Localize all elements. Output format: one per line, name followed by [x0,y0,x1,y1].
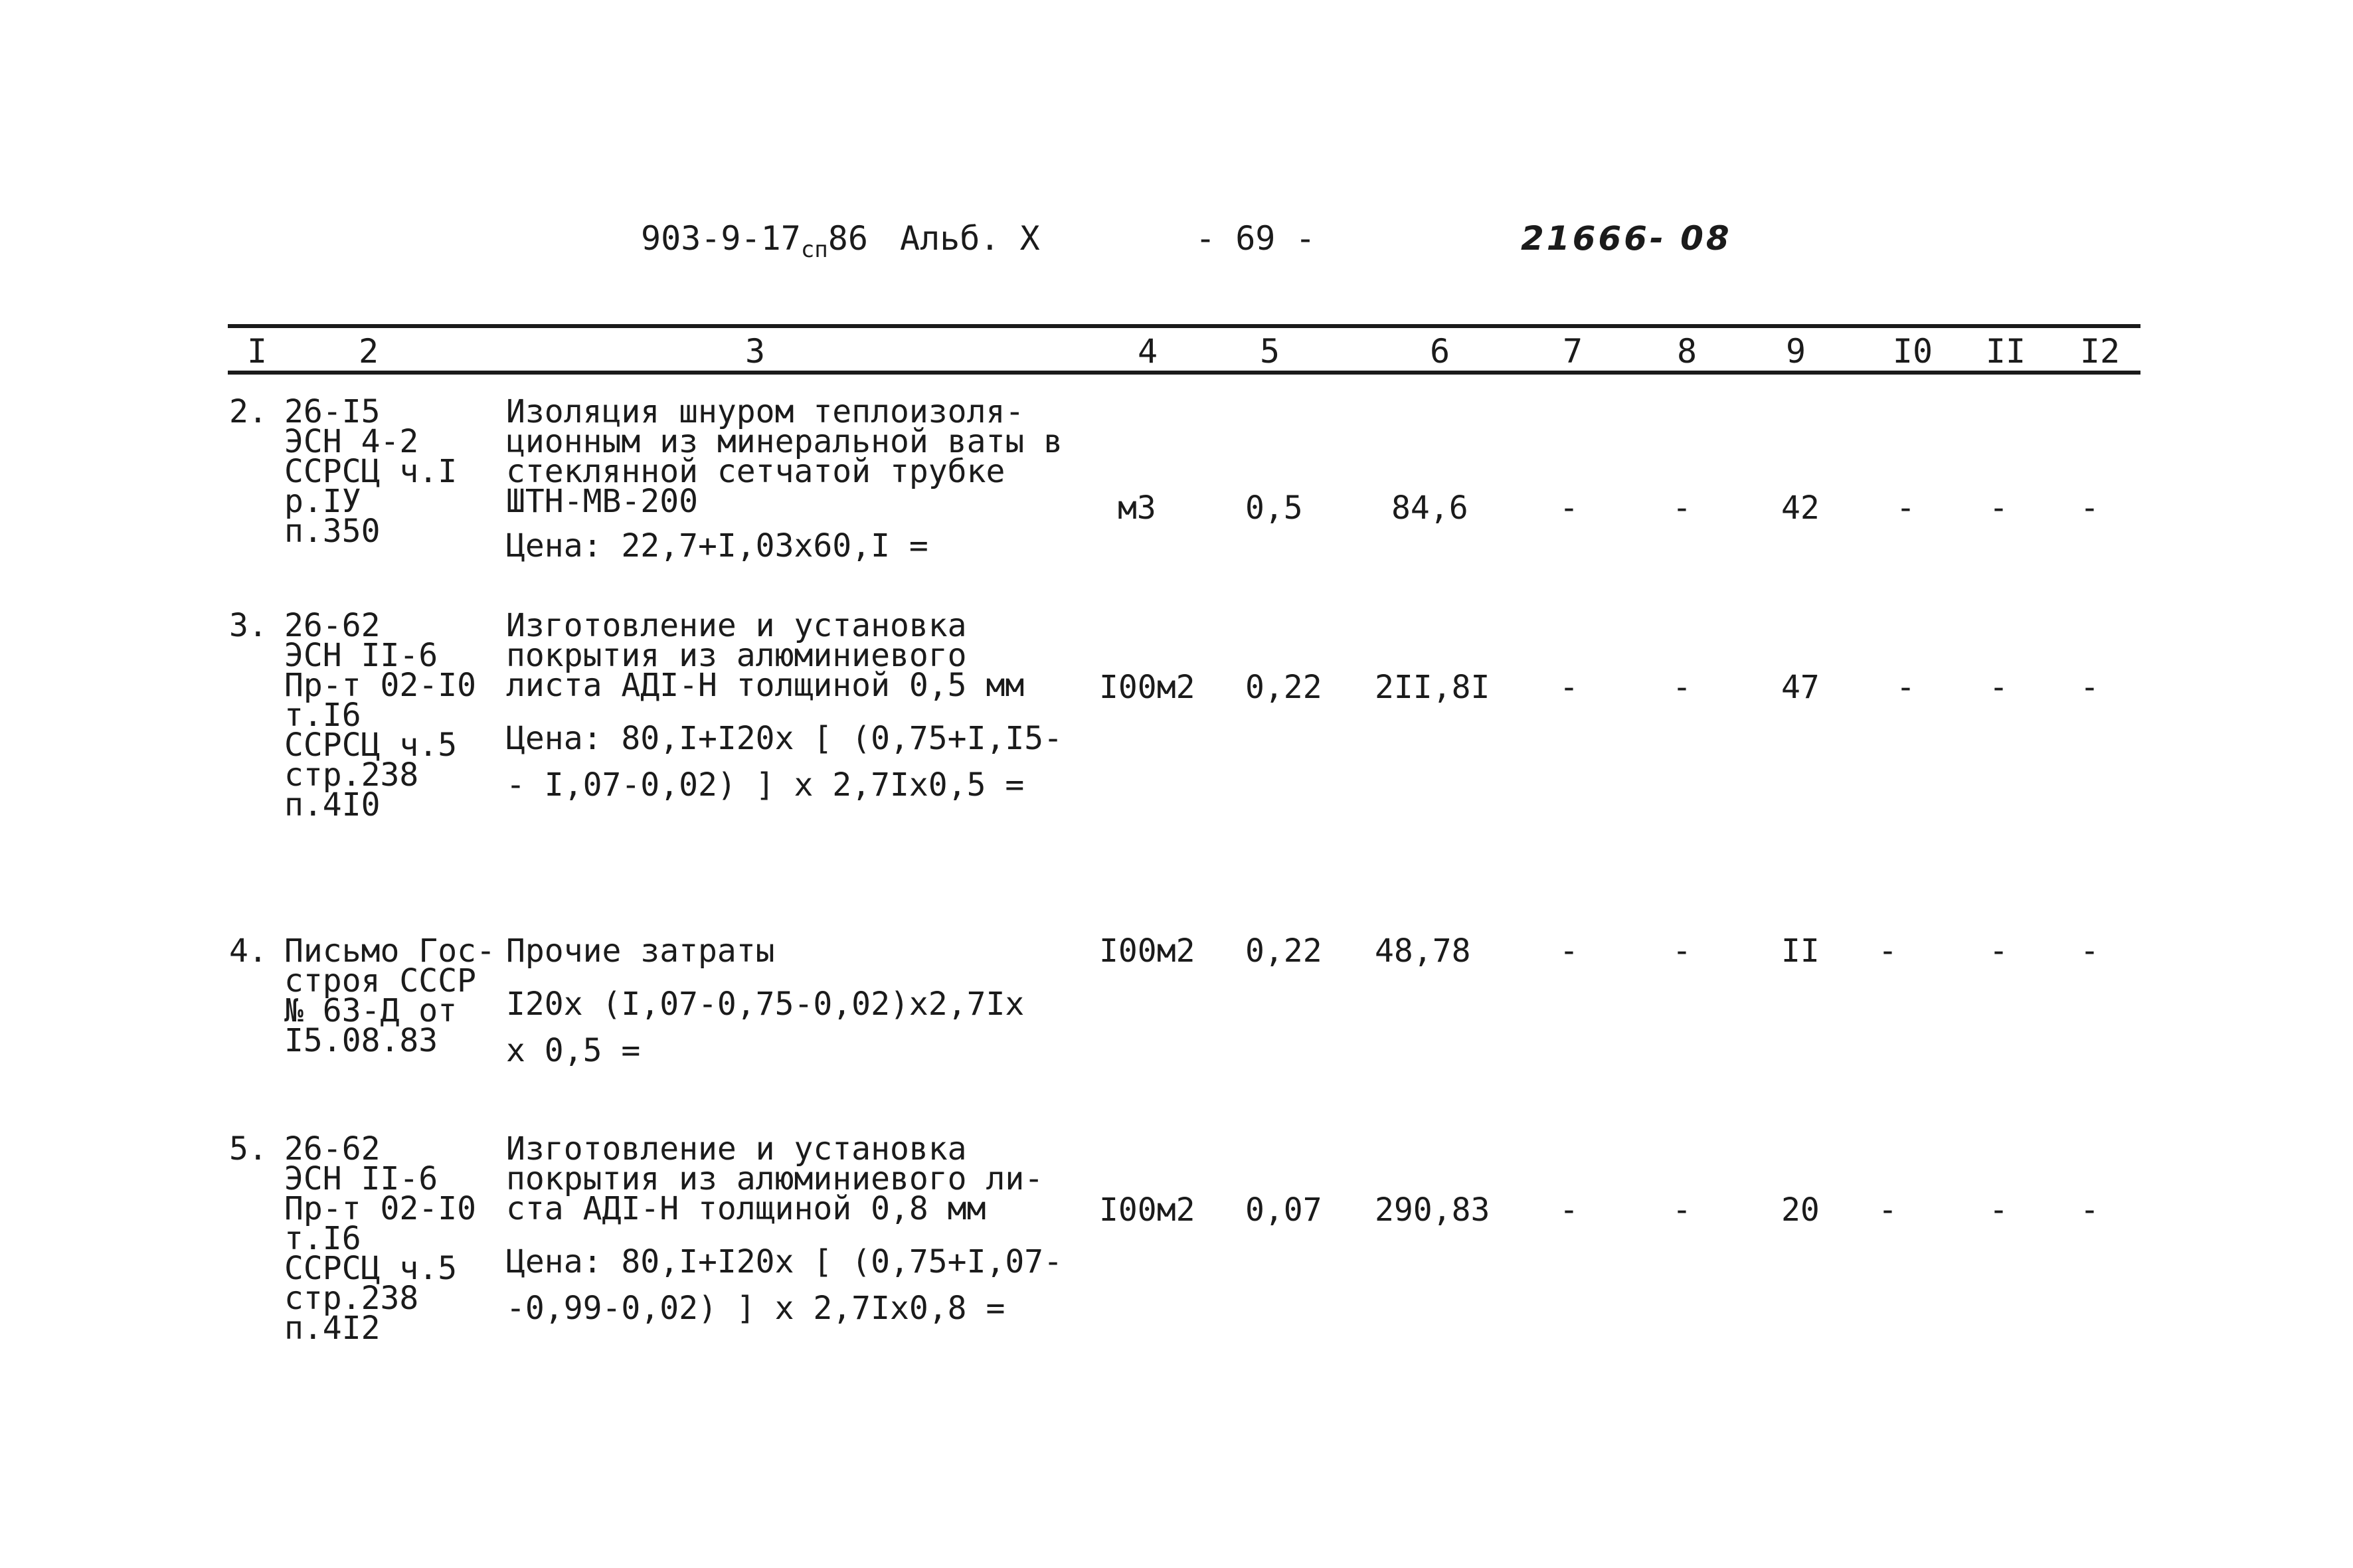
page-number: - 69 - [1195,219,1316,258]
price-line: - I,07-0,02) ] х 2,7Iх0,5 = [506,766,1025,804]
reference-line: № 63-Д от [284,992,458,1029]
column-header-3: 3 [744,332,766,371]
col10-cell: - [1896,669,1915,706]
quantity-cell: 0,07 [1245,1191,1322,1229]
row-reference [284,393,458,550]
reference-line: 26-I5 [284,393,381,430]
col11-cell: - [1989,669,2008,706]
reference-line: п.4I2 [284,1310,381,1347]
col8-cell: - [1672,669,1692,706]
col11-cell: - [1989,932,2008,970]
price-line: -0,99-0,02) ] х 2,7Iх0,8 = [506,1290,1005,1327]
column-header-10: I0 [1892,332,1933,371]
col12-cell: - [2080,1191,2099,1229]
reference-line: ССРСЦ ч.5 [284,727,458,764]
col8-cell: - [1672,1191,1692,1229]
col6-cell: 290,83 [1375,1191,1490,1229]
reference-line: 26-62 [284,1130,381,1168]
column-header-6: 6 [1429,332,1450,371]
col10-cell: - [1878,932,1897,970]
column-header-1: I [246,332,268,371]
reference-line: ССРСЦ ч.5 [284,1250,458,1287]
price-line: Цена: 80,I+I20х [ (0,75+I,07- [506,1243,1063,1280]
row-number: 3. [229,607,268,644]
reference-line: стр.238 [284,1280,419,1317]
description-line: Изготовление и установка [506,607,967,644]
price-line: х 0,5 = [506,1032,641,1069]
price-line: Цена: 22,7+I,03х60,I = [506,527,928,565]
row-description [506,1130,1063,1332]
reference-line: строя СССР [284,962,476,1000]
table-header-rule [228,371,2140,375]
quantity-cell: 0,5 [1245,489,1303,527]
description-line: ШТН-МВ-200 [506,483,698,520]
reference-line: п.4I0 [284,786,381,824]
reference-line: I5.08.83 [284,1022,438,1059]
reference-line: р.IУ [284,483,361,520]
col12-cell: - [2080,669,2099,706]
price-line: Цена: 80,I+I20х [ (0,75+I,I5- [506,720,1063,757]
col12-cell: - [2080,489,2099,527]
col9-cell: 42 [1781,489,1820,527]
row-reference [284,607,476,824]
reference-line: Письмо Гос- [284,932,495,970]
unit-cell: I00м2 [1099,1191,1195,1229]
description-line: стеклянной сетчатой трубке [506,453,1005,490]
document-code-sub: сп [800,236,828,263]
document-code-main: 903-9-17 [641,219,801,258]
description-line: ционным из минеральной ваты в [506,423,1063,460]
col8-cell: - [1672,489,1692,527]
col6-cell: 2II,8I [1375,669,1490,706]
reference-line: ЭСН II-6 [284,637,438,674]
row-number: 5. [229,1130,268,1168]
col7-cell: - [1559,489,1579,527]
description-line: покрытия из алюминиевого [506,637,967,674]
row-description [506,932,1025,1074]
table-top-rule [228,324,2140,328]
album-label: Альб. X [900,219,1040,258]
column-header-8: 8 [1676,332,1698,371]
row-reference [284,932,495,1059]
reference-line: 26-62 [284,607,381,644]
column-header-2: 2 [358,332,379,371]
column-header-4: 4 [1137,332,1158,371]
handwritten-number: 21666- 08 [1521,219,1732,258]
description-line: Изготовление и установка [506,1130,967,1168]
quantity-cell: 0,22 [1245,669,1322,706]
price-line: I20х (I,07-0,75-0,02)х2,7Iх [506,986,1025,1023]
reference-line: т.I6 [284,1220,361,1257]
row-reference [284,1130,476,1347]
column-header-9: 9 [1785,332,1806,371]
col12-cell: - [2080,932,2099,970]
reference-line: Пр-т 02-I0 [284,1190,476,1227]
col9-cell: 47 [1781,669,1820,706]
reference-line: стр.238 [284,756,419,794]
reference-line: п.350 [284,513,381,550]
reference-line: Пр-т 02-I0 [284,667,476,704]
quantity-cell: 0,22 [1245,932,1322,970]
col10-cell: - [1896,489,1915,527]
reference-line: ССРСЦ ч.I [284,453,458,490]
reference-line: ЭСН II-6 [284,1160,438,1197]
unit-cell: I00м2 [1099,669,1195,706]
col11-cell: - [1989,489,2008,527]
description-line: ста АДI-Н толщиной 0,8 мм [506,1190,986,1227]
description-line: Прочие затраты [506,932,775,970]
row-number: 4. [229,932,268,970]
column-header-11: II [1985,332,2026,371]
document-code-year: 86 [828,219,868,258]
unit-cell: м3 [1118,489,1156,527]
column-header-7: 7 [1562,332,1583,371]
column-header-12: I2 [2079,332,2121,371]
description-line: покрытия из алюминиевого ли- [506,1160,1044,1197]
description-line: Изоляция шнуром теплоизоля- [506,393,1025,430]
col7-cell: - [1559,932,1579,970]
row-description [506,607,1063,808]
col10-cell: - [1878,1191,1897,1229]
col8-cell: - [1672,932,1692,970]
description-line: листа АДI-Н толщиной 0,5 мм [506,667,1025,704]
column-header-5: 5 [1259,332,1280,371]
reference-line: т.I6 [284,697,361,734]
unit-cell: I00м2 [1099,932,1195,970]
row-description [506,393,1063,565]
col9-cell: 20 [1781,1191,1820,1229]
col6-cell: 48,78 [1375,932,1471,970]
col11-cell: - [1989,1191,2008,1229]
col7-cell: - [1559,1191,1579,1229]
document-code [641,219,868,263]
reference-line: ЭСН 4-2 [284,423,419,460]
col6-cell: 84,6 [1391,489,1468,527]
row-number: 2. [229,393,268,430]
col7-cell: - [1559,669,1579,706]
col9-cell: II [1781,932,1820,970]
